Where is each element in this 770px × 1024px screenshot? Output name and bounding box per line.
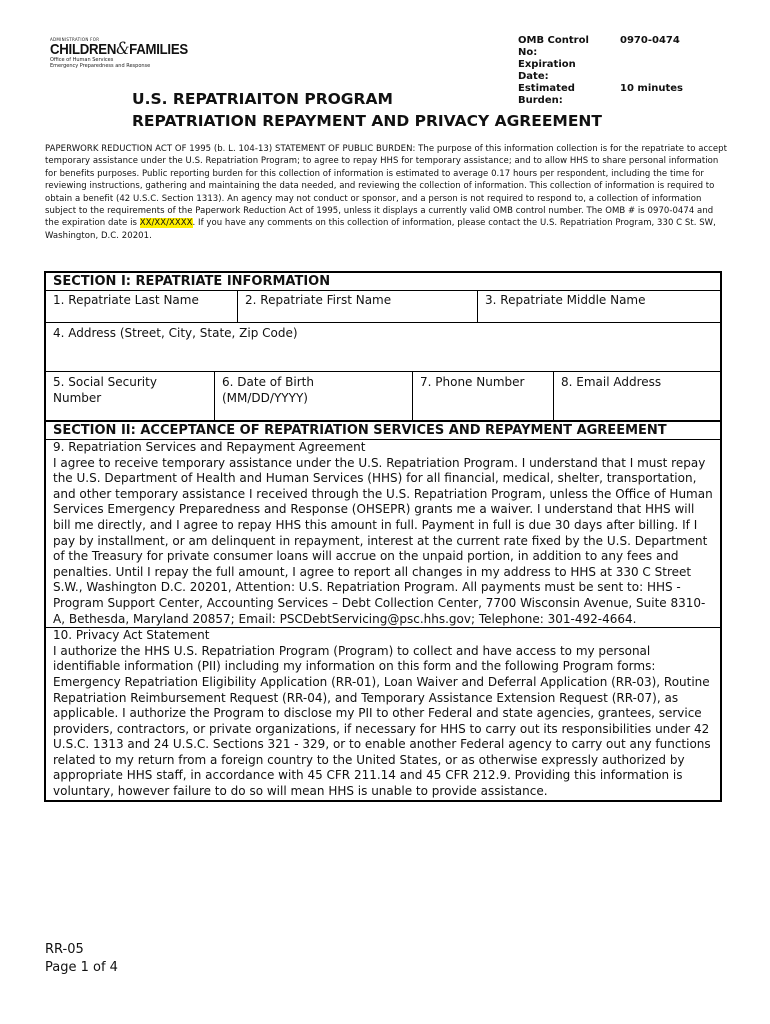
- privacy-act-statement: [46, 628, 720, 800]
- item9-text: I agree to receive temporary assistance under the U.S. Repatriation Program. I understand that I must repay the U.S. Department of Health and Human Services (HHS) for all financial, medical, shelter, transportation, and other temporary assistance I received through the U.S. Repatriation Program, unless the Office of Human Services Emergency Preparedness and Response (OHSEPR) grants me a waiver. I understand that HHS will bill me directly, and I agree to repay HHS this amount in full. Payment in full is due 30 days after billing. If I pay by installment, or am delinquent in repayment, interest at the current rate fixed by the U.S. Department of the Treasury for private consumer loans will accrue on the unpaid portion, in addition to any fees and penalties. Until I repay the full amount, I agree to report all changes in my address to HHS at 330 C Street S.W., Washington D.C. 20201, Attention: U.S. Repatriation Program. All payments must be sent to: HHS - Program Support Center, Accounting Services – Debt Collection Center, 7700 Wisconsin Avenue, Suite 8310-A, Bethesda, Maryland 20857; Email: PSCDebtServicing@psc.hhs.gov; Telephone: 301-492-4664.: [53, 455, 713, 626]
- item9-title: 9. Repatriation Services and Repayment Agreement: [53, 440, 366, 454]
- logo-office: Office of Human Services: [50, 57, 114, 63]
- omb-control-value: 0970-0474: [620, 35, 680, 46]
- logo-wordmark: CHILDREN&FAMILIES: [50, 39, 188, 59]
- burden-label: Estimated Burden:: [518, 83, 575, 106]
- expiration-label: Expiration Date:: [518, 59, 576, 82]
- ssn-field[interactable]: 5. Social Security Number: [53, 375, 157, 405]
- middle-name-field[interactable]: 3. Repatriate Middle Name: [477, 291, 720, 322]
- form-title: REPATRIATION REPAYMENT AND PRIVACY AGREEMENT: [132, 112, 602, 130]
- last-name-field[interactable]: 1. Repatriate Last Name: [53, 293, 199, 307]
- form-id: RR-05: [45, 942, 84, 957]
- page-footer: [45, 941, 118, 977]
- program-title: U.S. REPATRIAITON PROGRAM: [132, 90, 393, 108]
- section2-heading: SECTION II: ACCEPTANCE OF REPATRIATION SERVICES AND REPAYMENT AGREEMENT: [46, 422, 720, 440]
- form-body: [44, 271, 722, 802]
- logo-office-sub: Emergency Preparedness and Response: [50, 63, 151, 69]
- burden-value: 10 minutes: [620, 83, 683, 94]
- dob-field[interactable]: 6. Date of Birth (MM/DD/YYYY): [214, 372, 412, 420]
- address-field[interactable]: 4. Address (Street, City, State, Zip Code): [46, 323, 720, 372]
- page-number: Page 1 of 4: [45, 960, 118, 975]
- item10-title: 10. Privacy Act Statement: [53, 628, 210, 643]
- paperwork-reduction-statement: PAPERWORK REDUCTION ACT OF 1995 (b. L. 104-13) STATEMENT OF PUBLIC BURDEN: The purpose of this information collection is for the repatriate to accept temporary assistance under the U.S. Repatriation Program; to agree to repay HHS for temporary assistance; and to allow HHS to share personal information for benefits purposes. Public reporting burden for this collection of information is estimated to average 0.17 hours per respondent, including the time for reviewing instructions, gathering and maintaining the data needed, and reviewing the collection of information. This collection of information is required to obtain a benefit (42 U.S.C. Section 1313). An agency may not conduct or sponsor, and a person is not required to respond to, a collection of information subject to the requirements of the Paperwork Reduction Act of 1995, unless it displays a currently valid OMB control number. The OMB # is 0970-0474 and the expiration date is XX/XX/XXXX. If you have any comments on this collection of information, please contact the U.S. Repatriation Program, 330 C St. SW, Washington, D.C. 20201.: [45, 144, 728, 241]
- repayment-agreement: [46, 440, 720, 628]
- email-field[interactable]: 8. Email Address: [553, 372, 720, 420]
- section1-heading: SECTION I: REPATRIATE INFORMATION: [46, 273, 720, 291]
- expiration-date-highlight: XX/XX/XXXX: [139, 218, 193, 229]
- contact-row: [46, 372, 720, 422]
- phone-field[interactable]: 7. Phone Number: [412, 372, 553, 420]
- first-name-field[interactable]: 2. Repatriate First Name: [237, 291, 477, 322]
- logo-tagline: ADMINISTRATION FOR: [50, 37, 100, 42]
- omb-control-label: OMB Control No:: [518, 35, 589, 58]
- name-row: [46, 291, 720, 323]
- item10-text: I authorize the HHS U.S. Repatriation Program (Program) to collect and have access to my personal identifiable information (PII) including my information on this form and the following Program forms: Emergency Repatriation Eligibility Application (RR-01), Loan Waiver and Deferral Application (RR-03), Routine Repatriation Reimbursement Request (RR-04), and Temporary Assistance Extension Request (RR-07), as applicable. I authorize the Program to disclose my PII to other Federal and state agencies, grantees, service providers, contractors, or private organizations, if necessary for HHS to carry out its responsibilities under 42 U.S.C. 1313 and 24 U.S.C. Sections 321 - 329, or to enable another Federal agency to carry out any functions related to my return from a foreign country to the United States, or as otherwise expressly authorized by appropriate HHS staff, in accordance with 45 CFR 211.14 and 45 CFR 212.9. Providing this information is voluntary, however failure to do so will mean HHS is unable to provide assistance.: [53, 643, 711, 799]
- omb-info: [518, 35, 683, 107]
- acf-logo: [50, 37, 190, 75]
